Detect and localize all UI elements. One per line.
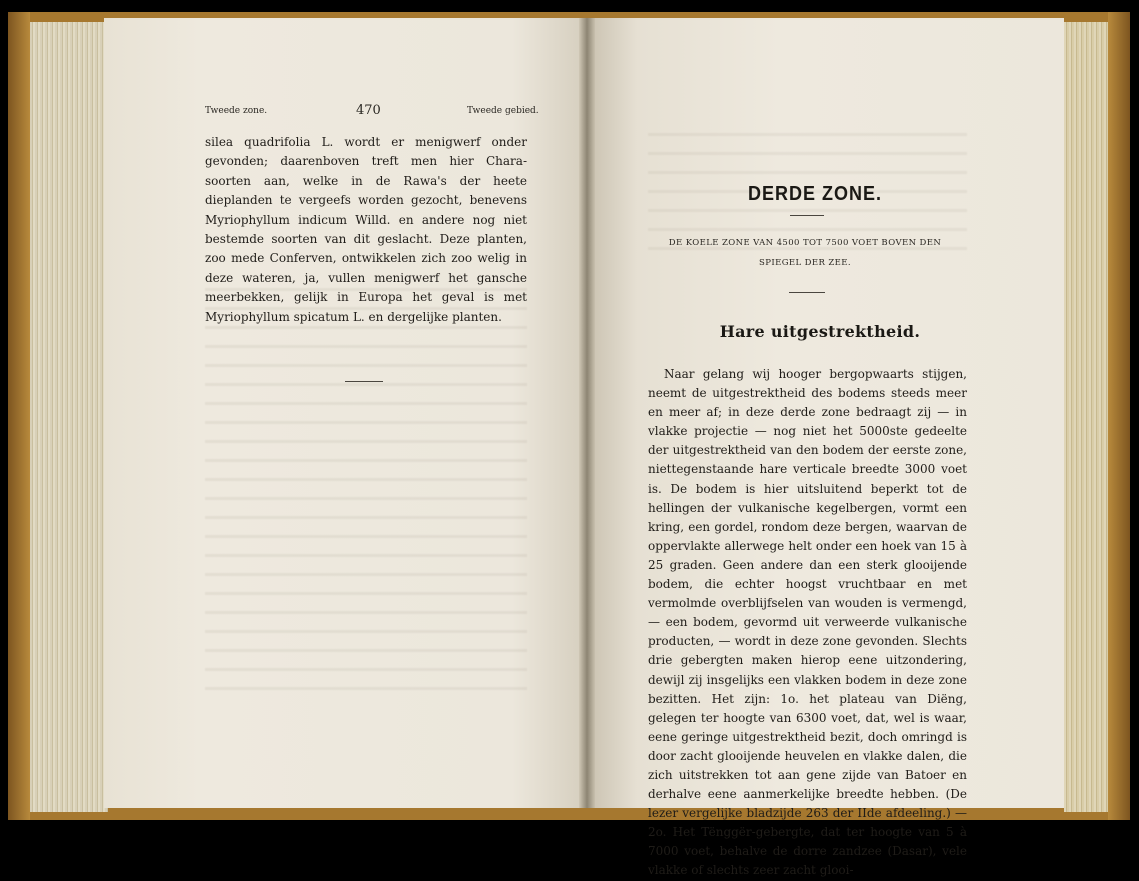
page-stack-left (30, 22, 108, 812)
subtitle-line-2: SPIEGEL DER ZEE. (759, 258, 851, 268)
end-rule (345, 381, 383, 382)
right-page-body (648, 365, 967, 881)
right-body-paragraph: Naar gelang wij hooger bergopwaarts stijgen, neemt de uitgestrektheid des bodems steeds meer en meer af; in deze derde zone bedraagt zij — in vlakke projectie — nog niet het 5000ste gedeelte der uitgestrektheid van den bodem der eerste zone, niettegenstaande hare verticale breedte 3000 voet is. De bodem is hier uitsluitend beperkt tot de hellingen der vulkanische kegelbergen, vormt een kring, een gordel, rondom deze bergen, waarvan de oppervlakte allerwege helt onder een hoek van 15 à 25 graden. Geen andere dan een sterk glooijende bodem, die echter hoogst vruchtbaar en met vermolmde overblijfselen van wouden is vermengd, — een bodem, gevormd uit verweerde vulkanische producten, — wordt in deze zone gevonden. Slechts drie gebergten maken hierop eene uitzondering, dewijl zij insgelijks een vlakken bodem in deze zone bezitten. Het zijn: 1o. het plateau van Diëng, gelegen ter hoogte van 6300 voet, dat, wel is waar, eene geringe uitgestrektheid bezit, doch omringd is door zacht glooijende heuvelen en vlakke dalen, die zich uitstrekken tot aan gene zijde van Batoer en derhalve eene aanmerkelijke breedte hebben. (De lezer vergelijke bladzijde 263 der IIde afdeeling.) — 2o. Het Tënggër-gebergte, dat ter hoogte van 5 à 7000 voet, behalve de dorre zandzee (Dasar), vele vlakke of slechts zeer zacht glooi- (648, 367, 967, 878)
left-page-body (205, 133, 527, 327)
subtitle-line-1: DE KOELE ZONE VAN 4500 TOT 7500 VOET BOVEN DEN (668, 238, 942, 248)
show-through-left (205, 280, 527, 700)
book-gutter (579, 18, 595, 808)
title-rule (790, 215, 824, 216)
zone-subtitle (650, 233, 960, 273)
page-stack-right (1064, 22, 1108, 812)
subtitle-rule (789, 292, 825, 293)
cover-edge-left (8, 12, 30, 820)
zone-title: DERDE ZONE. (747, 181, 882, 205)
cover-edge-right (1108, 12, 1130, 820)
section-heading: Hare uitgestrektheid. (719, 322, 921, 341)
running-head-right: Tweede gebied. (467, 106, 539, 116)
page-number: 470 (356, 103, 381, 118)
left-body-paragraph: silea quadrifolia L. wordt er menigwerf onder gevonden; daarenboven treft men hier Chara-soorten aan, welke in de Rawa's der heete dieplanden te vergeefs worden gezocht, benevens Myriophyllum indicum Willd. en andere nog niet bestemde soorten van dit geslacht. Deze planten, zoo mede Conferven, ontwikkelen zich zoo welig in deze wateren, ja, vullen menigwerf het gansche meerbekken, gelijk in Europa het geval is met Myriophyllum spicatum L. en dergelijke planten. (205, 135, 527, 324)
running-head-left: Tweede zone. (205, 106, 268, 116)
